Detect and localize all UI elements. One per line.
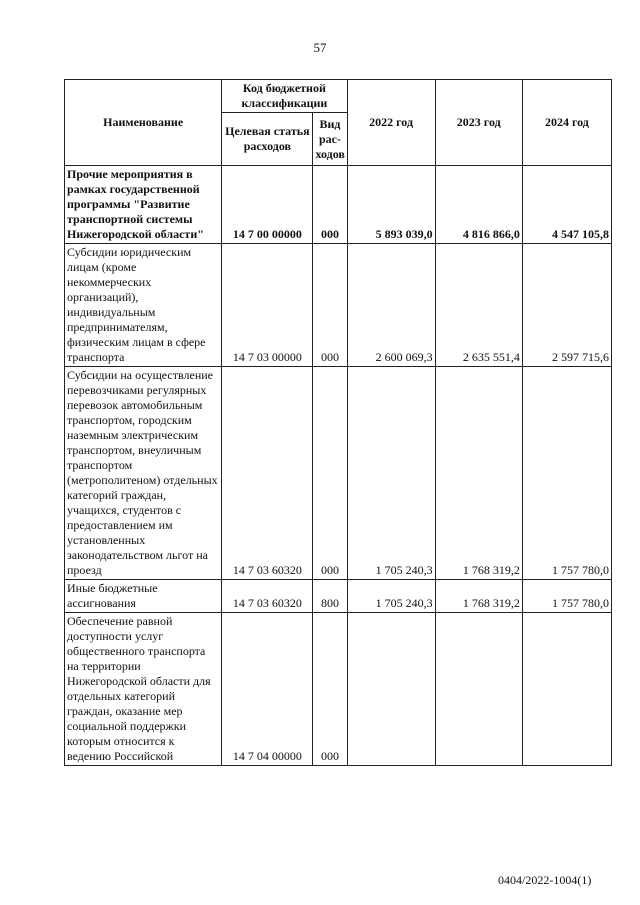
row-2023-cell: 4 816 866,0 (435, 166, 522, 244)
table-header (65, 80, 612, 166)
table-body (65, 166, 612, 766)
row-name-cell: Субсидии на осуществление перевозчиками регулярных перевозок автомобильным транспортом, городским наземным электрическим транспортом, внеуличным транспортом (метрополитеном) отдельных категорий граждан, учащихся, студентов с предоставлением им установленных законодательством льгот на проезд (65, 367, 222, 580)
table-row (65, 613, 612, 766)
row-2022-cell: 5 893 039,0 (347, 166, 435, 244)
header-2023: 2023 год (435, 80, 522, 166)
row-2022-cell (347, 613, 435, 766)
table-row (65, 244, 612, 367)
row-name-cell: Субсидии юридическим лицам (кроме некоммерческих организаций), индивидуальным предпринимателям, физическим лицам в сфере транспорта (65, 244, 222, 367)
row-2024-cell: 1 757 780,0 (522, 367, 611, 580)
row-2024-cell (522, 613, 611, 766)
row-2023-cell (435, 613, 522, 766)
header-2022: 2022 год (347, 80, 435, 166)
row-name-cell: Иные бюджетные ассигнования (65, 580, 222, 613)
table-row (65, 166, 612, 244)
row-target-article-cell: 14 7 00 00000 (222, 166, 313, 244)
row-expense-type-cell: 000 (313, 613, 347, 766)
header-name: Наименование (65, 80, 222, 166)
header-2024: 2024 год (522, 80, 611, 166)
row-2022-cell: 1 705 240,3 (347, 367, 435, 580)
table-row (65, 367, 612, 580)
row-expense-type-cell: 000 (313, 166, 347, 244)
header-expense-type: Вид рас-ходов (313, 113, 347, 166)
row-name-cell: Прочие мероприятия в рамках государственной программы "Развитие транспортной системы Нижегородской области" (65, 166, 222, 244)
header-code-group: Код бюджетной классификации (222, 80, 347, 113)
document-code: 0404/2022-1004(1) (498, 873, 592, 887)
row-2023-cell: 2 635 551,4 (435, 244, 522, 367)
row-2024-cell: 4 547 105,8 (522, 166, 611, 244)
row-target-article-cell: 14 7 03 60320 (222, 367, 313, 580)
row-2023-cell: 1 768 319,2 (435, 367, 522, 580)
row-2022-cell: 1 705 240,3 (347, 580, 435, 613)
row-2023-cell: 1 768 319,2 (435, 580, 522, 613)
header-target-article: Целевая статья расходов (222, 113, 313, 166)
table-row (65, 580, 612, 613)
row-2024-cell: 2 597 715,6 (522, 244, 611, 367)
row-target-article-cell: 14 7 04 00000 (222, 613, 313, 766)
row-expense-type-cell: 000 (313, 367, 347, 580)
row-expense-type-cell: 000 (313, 244, 347, 367)
row-name-cell: Обеспечение равной доступности услуг общественного транспорта на территории Нижегородской области для отдельных категорий граждан, оказание мер социальной поддержки которым относится к ведению Российской (65, 613, 222, 766)
page-number: 57 (313, 40, 327, 55)
row-target-article-cell: 14 7 03 00000 (222, 244, 313, 367)
row-target-article-cell: 14 7 03 60320 (222, 580, 313, 613)
budget-table (64, 79, 612, 766)
row-expense-type-cell: 800 (313, 580, 347, 613)
row-2024-cell: 1 757 780,0 (522, 580, 611, 613)
row-2022-cell: 2 600 069,3 (347, 244, 435, 367)
